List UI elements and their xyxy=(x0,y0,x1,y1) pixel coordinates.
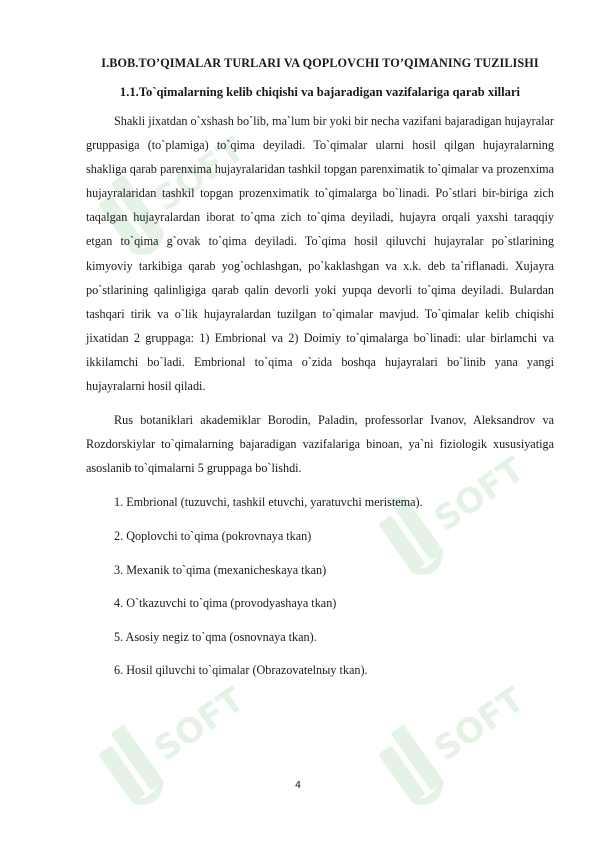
svg-text:SOFT: SOFT xyxy=(427,449,532,540)
paragraph: Shakli jixatdan o`xshash bo`lib, ma`lum bir yoki bir necha vazifani bajaradigan hujayralar gruppasiga (to`plamiga) to`qima deyiladi. To`qimalar ularni hosil qilgan hujayralarning shakliga qarab parenxima hujayralaridan tashkil topgan parenximatik to`qimalar va prozenxima hujayralaridan tashkil topgan prozenximatik to`qimalarga bo`linadi. Po`stlari bir-biriga zich taqalgan hujayralardan iborat to`qma zich to`qima deyiladi, hujayra orqali yaxshi taraqqiy etgan to`qima g`ovak to`qima deyiladi. To`qima hosil qiluvchi hujayralar po`stlarining kimyoviy tarkibiga qarab yog`ochlashgan, po`kaklashgan va x.k. deb ta`riflanadi. Xujayra po`stlarining qalinligiga qarab qalin devorli yoki yupqa devorli to`qima deyiladi. Bulardan tashqari tirik va o`lik hujayralardan tuzilgan to`qimalar mavjud. To`qimalar kelib chiqishi jixatidan 2 gruppaga: 1) Embrional va 2) Doimiy to`qimalarga bo`linadi: ular birlamchi va ikkilamchi bo`ladi. Embrional to`qima o`zida boshqa hujayralari bo`linib yana yangi hujayralarni hosil qiladi. xyxy=(86,114,554,394)
tissue-groups-list xyxy=(86,486,554,688)
svg-text:SOFT: SOFT xyxy=(147,129,252,220)
chapter-title: I.BOB.TO’QIMALAR TURLARI VA QOPLOVCHI TO’QIMANING TUZILISHI xyxy=(101,56,539,70)
list-item: 1. Embrional (tuzuvchi, tashkil etuvchi, yaratuvchi meristema). xyxy=(114,495,423,510)
document-body xyxy=(86,56,554,688)
svg-text:SOFT: SOFT xyxy=(427,679,532,770)
list-item: 6. Hosil qiluvchi to`qimalar (Obrazovatelnыy tkan). xyxy=(114,663,368,678)
svg-text:SOFT: SOFT xyxy=(147,679,252,770)
list-item: 4. O`tkazuvchi to`qima (provodyashaya tkan) xyxy=(114,596,337,611)
list-item: 3. Mexanik to`qima (mexanicheskaya tkan) xyxy=(114,562,327,577)
section-title: 1.1.To`qimalarning kelib chiqishi va bajaradigan vazifalariga qarab xillari xyxy=(119,85,521,99)
list-item: 5. Asosiy negiz to`qma (osnovnaya tkan). xyxy=(114,629,317,644)
page-number: 4 xyxy=(294,780,302,791)
paragraph: Rus botaniklari akademiklar Borodin, Paladin, professorlar Ivanov, Aleksandrov va Rozdorskiylar to`qimalarning bajaradigan vazifalariga binoan, ya`ni fiziologik xususiyatiga asoslanib to`qimalarni 5 gruppaga bo`lishdi. xyxy=(86,413,554,476)
list-item: 2. Qoplovchi to`qima (pokrovnaya tkan) xyxy=(114,529,312,543)
